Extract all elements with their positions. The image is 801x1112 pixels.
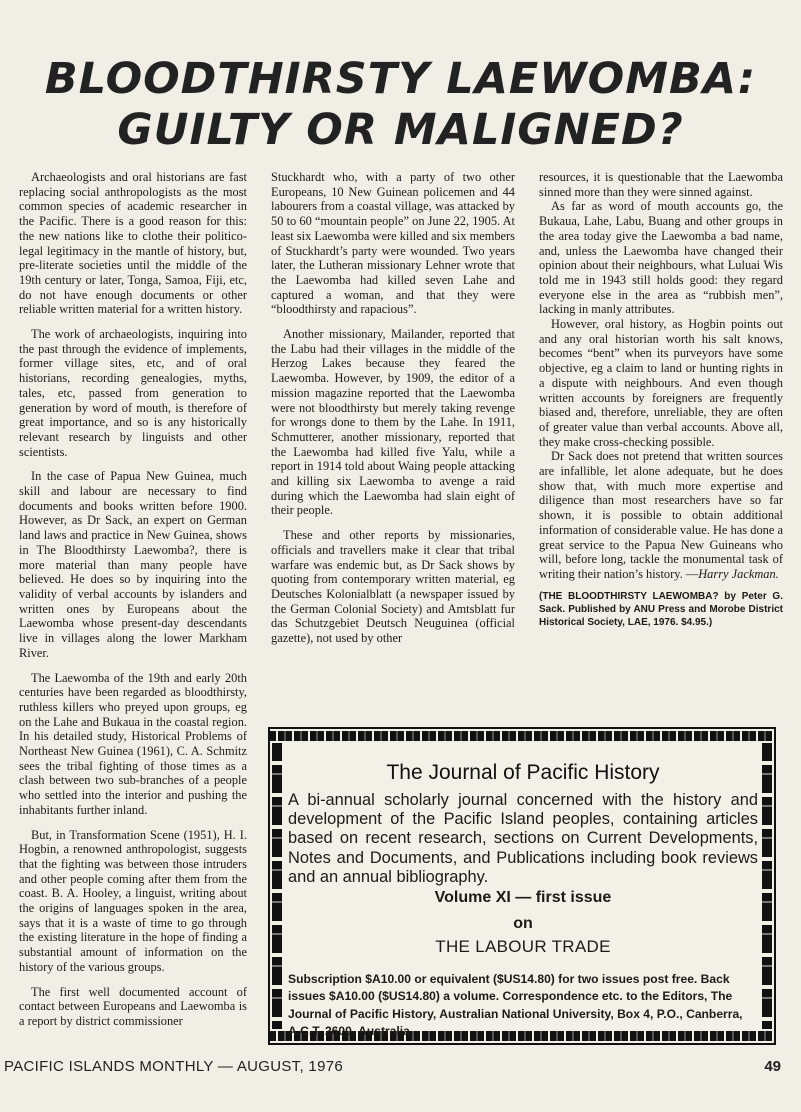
paragraph: The work of archaeologists, inquiring into the past through the evidence of implements, former village sites, etc, and of oral historians, recording genealogies, myths, tales, etc, passed from generation to generation by word of mouth, is therefore of great importance, and so is any historically relevant research by linguists and other scientists. bbox=[19, 327, 247, 459]
ad-subscription-info: Subscription $A10.00 or equivalent ($US14.80) for two issues post free. Back issues $A10.00 ($US14.80) a volume. Correspondence etc. to the Editors, The Journal of Pacific History, Australian National University, Box 4, P.O., Canberra, A.C.T. 2600, Australia. bbox=[288, 972, 743, 1038]
paragraph: Stuckhardt who, with a party of two other Europeans, 10 New Guinean policemen and 44 labourers from a coastal village, was attacked by 50 to 60 “mountain people” on June 22, 1905. At least six Laewomba were killed and six members of Stuckhardt’s party were wounded. Two years later, the Lutheran missionary Lehner wrote that the Laewomba had killed seven Lahe and captured a woman, and that they were “bloodthirsty and rapacious”. bbox=[271, 170, 515, 317]
article-column-1 bbox=[19, 170, 247, 1029]
paragraph: In the case of Papua New Guinea, much skill and labour are necessary to find documents and books written before 1900. However, as Dr Sack, an expert on German land laws and practice in New Guinea, shows in The Bloodthirsty Laewomba?, there is more material than many people have believed. He does so by inquiring into the validity of verbal accounts by islanders and written ones by Europeans about the Laewomba whose present-day descendants live in villages along the lower Markham River. bbox=[19, 469, 247, 660]
ad-content bbox=[288, 747, 758, 1038]
footer-publication: PACIFIC ISLANDS MONTHLY — AUGUST, 1976 bbox=[4, 1058, 343, 1075]
paragraph: Archaeologists and oral historians are fast replacing social anthropologists as the most common species of academic researcher in the Pacific. There is a good reason for this: the new nations like to clothe their politico-legal legitimacy in the mantle of history, but, pre-literate societies until the middle of the 19th century or later, Tonga, Samoa, Fiji, etc, do not have enough documents or other reliable written material for a written history. bbox=[19, 170, 247, 317]
book-credit: (THE BLOODTHIRSTY LAEWOMBA? by Peter G. Sack. Published by ANU Press and Morobe District Historical Society, LAE, 1976. $4.95.) bbox=[539, 590, 783, 628]
ad-on: on bbox=[513, 915, 533, 932]
headline-line-1: BLOODTHIRSTY LAEWOMBA: bbox=[44, 54, 757, 104]
paragraph: These and other reports by missionaries, officials and travellers make it clear that tribal warfare was endemic but, as Dr Sack shows by quoting from contemporary written material, eg Deutsches Kolonialblatt (a newspaper issued by the German Colonial Society) and Amtsblatt fur das Schutzgebiet Deutsch Neuguinea (official gazette), not used by other bbox=[271, 528, 515, 646]
paragraph: However, oral history, as Hogbin points out and any oral historian worth his salt knows, becomes “bent” when its purveyors have some objective, eg a claim to land or hunting rights in a dispute with neighbours. And even though written accounts by foreigners are frequently biased and, therefore, unreliable, they are often of greater value than verbal accounts. Above all, they make cross-checking possible. bbox=[539, 317, 783, 449]
ad-topic: THE LABOUR TRADE bbox=[435, 937, 611, 956]
journal-advertisement bbox=[268, 727, 776, 1045]
paragraph: But, in Transformation Scene (1951), H. I. Hogbin, a renowned anthropologist, suggests that the fighting was between those intruders and other people coming after them from the coast. B. A. Hooley, a linguist, writing about the origins of languages spoken in the area, says that it is a waste of time to go through the existing literature in the hope of finding a substantial amount of information on the history of the various groups. bbox=[19, 827, 247, 974]
headline-line-2: GUILTY OR MALIGNED? bbox=[117, 105, 684, 155]
border-chain-right bbox=[762, 743, 772, 1029]
border-chain-left bbox=[272, 743, 282, 1029]
paragraph: The Laewomba of the 19th and early 20th centuries have been regarded as bloodthirsty, ruthless killers who preyed upon groups, eg on the Lahe and Bukaua in the coastal region. In his detailed study, Historical Problems of Northeast New Guinea (1961), C. A. Schmitz sees the tribal fighting of those times as a clash between two sub-branches of a people who settled into the interior and pushing the inhabitants further inland. bbox=[19, 670, 247, 817]
author-byline: Harry Jackman. bbox=[698, 566, 779, 581]
article-column-3 bbox=[539, 170, 783, 639]
paragraph: As far as word of mouth accounts go, the Bukaua, Lahe, Labu, Buang and other groups in the area today give the Laewomba a bad name, and, unless the Laewomba have changed their opinion about their neighbours, what Luluai Wis told me in 1943 still holds good: they regard everyone else in the area as “rubbish men”, lacking in manly attributes. bbox=[539, 199, 783, 317]
paragraph-text: Dr Sack does not pretend that written sources are infallible, let alone adequate, but he does show that, with much more expertise and diligence than most researchers have so far shown, it is possible to obtain additional information of considerable value. He has done a great service to the Papua New Guineans who will, before long, tackle the monumental task of writing their nation’s history. — bbox=[539, 449, 783, 581]
ad-description: A bi-annual scholarly journal concerned with the history and development of the Pacific Island peoples, containing articles based on recent research, sections on Current Developments, Notes and Documents, and Publications including book reviews and an annual bibliography. bbox=[288, 791, 758, 886]
paragraph: Another missionary, Mailander, reported that the Labu had their villages in the middle of the Herzog Lakes because they feared the Laewomba. However, by 1909, the editor of a mission magazine reported that the Laewomba were not bloodthirsty but merely taking revenge for wrongs done to them by the Lahe. In 1911, Schmutterer, another missionary, reported that the Laewomba had killed five Yalu, while a report in 1914 told about Waing people attacking and killing six Laewomba to avenge a raid during which the Laewomba had slain eight of their people. bbox=[271, 327, 515, 518]
ad-title: The Journal of Pacific History bbox=[386, 761, 660, 784]
border-chain-top bbox=[270, 731, 774, 741]
article-column-2 bbox=[271, 170, 515, 646]
paragraph: resources, it is questionable that the Laewomba sinned more than they were sinned against. bbox=[539, 170, 783, 199]
paragraph: The first well documented account of contact between Europeans and Laewomba is a report by district commissioner bbox=[19, 984, 247, 1028]
page-number: 49 bbox=[764, 1058, 781, 1075]
ad-volume: Volume XI — first issue bbox=[434, 889, 612, 906]
paragraph-with-byline bbox=[539, 449, 783, 581]
